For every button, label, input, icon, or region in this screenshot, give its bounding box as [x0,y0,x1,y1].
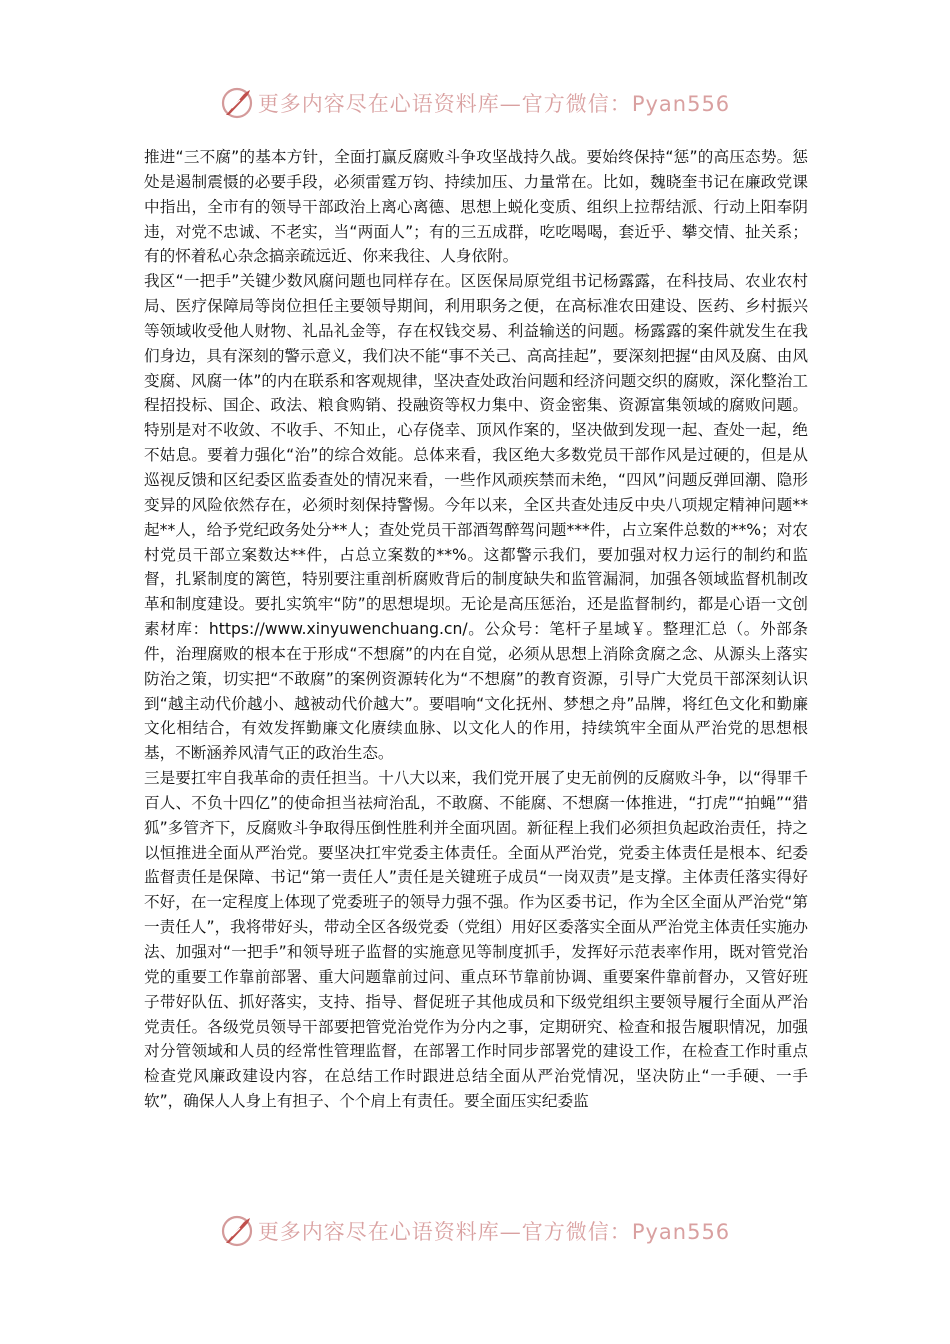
banner-text [258,1216,730,1246]
footer-banner [0,1211,950,1251]
wechat-handle: Pyan556 [631,92,731,116]
quill-logo-icon [220,86,254,120]
wechat-handle: Pyan556 [631,1220,731,1244]
document-body [144,145,808,1114]
paragraph: 三是要扛牢自我革命的责任担当。十八大以来，我们党开展了史无前例的反腐败斗争，以“得罪千百人、不负十四亿”的使命担当祛疴治乱，不敢腐、不能腐、不想腐一体推进，“打虎”“拍蝇”“猎狐”多管齐下，反腐败斗争取得压倒性胜利并全面巩固。新征程上我们必须担负起政治责任，持之以恒推进全面从严治党。要坚决扛牢党委主体责任。全面从严治党，党委主体责任是根本、纪委监督责任是保障、书记“第一责任人”责任是关键班子成员“一岗双责”是支撑。主体责任落实得好不好，在一定程度上体现了党委班子的领导力强不强。作为区委书记，作为全区全面从严治党“第一责任人”，我将带好头，带动全区各级党委（党组）用好区委落实全面从严治党主体责任实施办法、加强对“一把手”和领导班子监督的实施意见等制度抓手，发挥好示范表率作用，既对管党治党的重要工作靠前部署、重大问题靠前过问、重点环节靠前协调、重要案件靠前督办，又管好班子带好队伍、抓好落实，支持、指导、督促班子其他成员和下级党组织主要领导履行全面从严治党责任。各级党员领导干部要把管党治党作为分内之事，定期研究、检查和报告履职情况，加强对分管领域和人员的经常性管理监督，在部署工作时同步部署党的建设工作，在检查工作时重点检查党风廉政建设内容，在总结工作时跟进总结全面从严治党情况，坚决防止“一手硬、一手软”，确保人人身上有担子、个个肩上有责任。要全面压实纪委监 [144,769,808,1111]
paragraph: 推进“三不腐”的基本方针，全面打赢反腐败斗争攻坚战持久战。要始终保持“惩”的高压态势。惩处是遏制震慑的必要手段，必须雷霆万钧、持续加压、力量常在。比如，魏晓奎书记在廉政党课中指出，全市有的领导干部政治上离心离德、思想上蜕化变质、组织上拉帮结派、行动上阳奉阴违，对党不忠诚、不老实，当“两面人”；有的三五成群，吃吃喝喝，套近乎、攀交情、扯关系；有的怀着私心杂念搞亲疏远近、你来我往、人身依附。 [144,148,808,266]
banner-text [258,88,730,118]
quill-logo-icon [220,1214,254,1248]
banner-caption: 更多内容尽在心语资料库—官方微信： [257,1220,632,1244]
banner-caption: 更多内容尽在心语资料库—官方微信： [257,92,632,116]
header-banner [0,83,950,123]
paragraph: 我区“一把手”关键少数风腐问题也同样存在。区医保局原党组书记杨露露，在科技局、农业农村局、医疗保障局等岗位担任主要领导期间，利用职务之便，在高标准农田建设、医药、乡村振兴等领域收受他人财物、礼品礼金等，存在权钱交易、利益输送的问题。杨露露的案件就发生在我们身边，具有深刻的警示意义，我们决不能“事不关己、高高挂起”，要深刻把握“由风及腐、由风变腐、风腐一体”的内在联系和客观规律，坚决查处政治问题和经济问题交织的腐败，深化整治工程招投标、国企、政法、粮食购销、投融资等权力集中、资金密集、资源富集领域的腐败问题。特别是对不收敛、不收手、不知止，心存侥幸、顶风作案的，坚决做到发现一起、查处一起，绝不姑息。要着力强化“治”的综合效能。总体来看，我区绝大多数党员干部作风是过硬的，但是从巡视反馈和区纪委区监委查处的情况来看，一些作风顽疾禁而未绝，“四风”问题反弹回潮、隐形变异的风险依然存在，必须时刻保持警惕。今年以来，全区共查处违反中央八项规定精神问题**起**人，给予党纪政务处分**人；查处党员干部酒驾醉驾问题***件，占立案件总数的**%；对农村党员干部立案数达**件，占总立案数的**%。这都警示我们，要加强对权力运行的制约和监督，扎紧制度的篱笆，特别要注重剖析腐败背后的制度缺失和监管漏洞，加强各领域监督机制改革和制度建设。要扎实筑牢“防”的思想堤坝。无论是高压惩治，还是监督制约，都是心语一文创素材库：https://www.xinyuwenchuang.cn/。公众号：笔杆子星域￥。整理汇总（。外部条件，治理腐败的根本在于形成“不想腐”的内在自觉，必须从思想上消除贪腐之念、从源头上落实防治之策，切实把“不敢腐”的案例资源转化为“不想腐”的教育资源，引导广大党员干部深刻认识到“越主动代价越小、越被动代价越大”。要唱响“文化抚州、梦想之舟”品牌，将红色文化和勤廉文化相结合，有效发挥勤廉文化赓续血脉、以文化人的作用，持续筑牢全面从严治党的思想根基，不断涵养风清气正的政治生态。 [144,272,808,763]
